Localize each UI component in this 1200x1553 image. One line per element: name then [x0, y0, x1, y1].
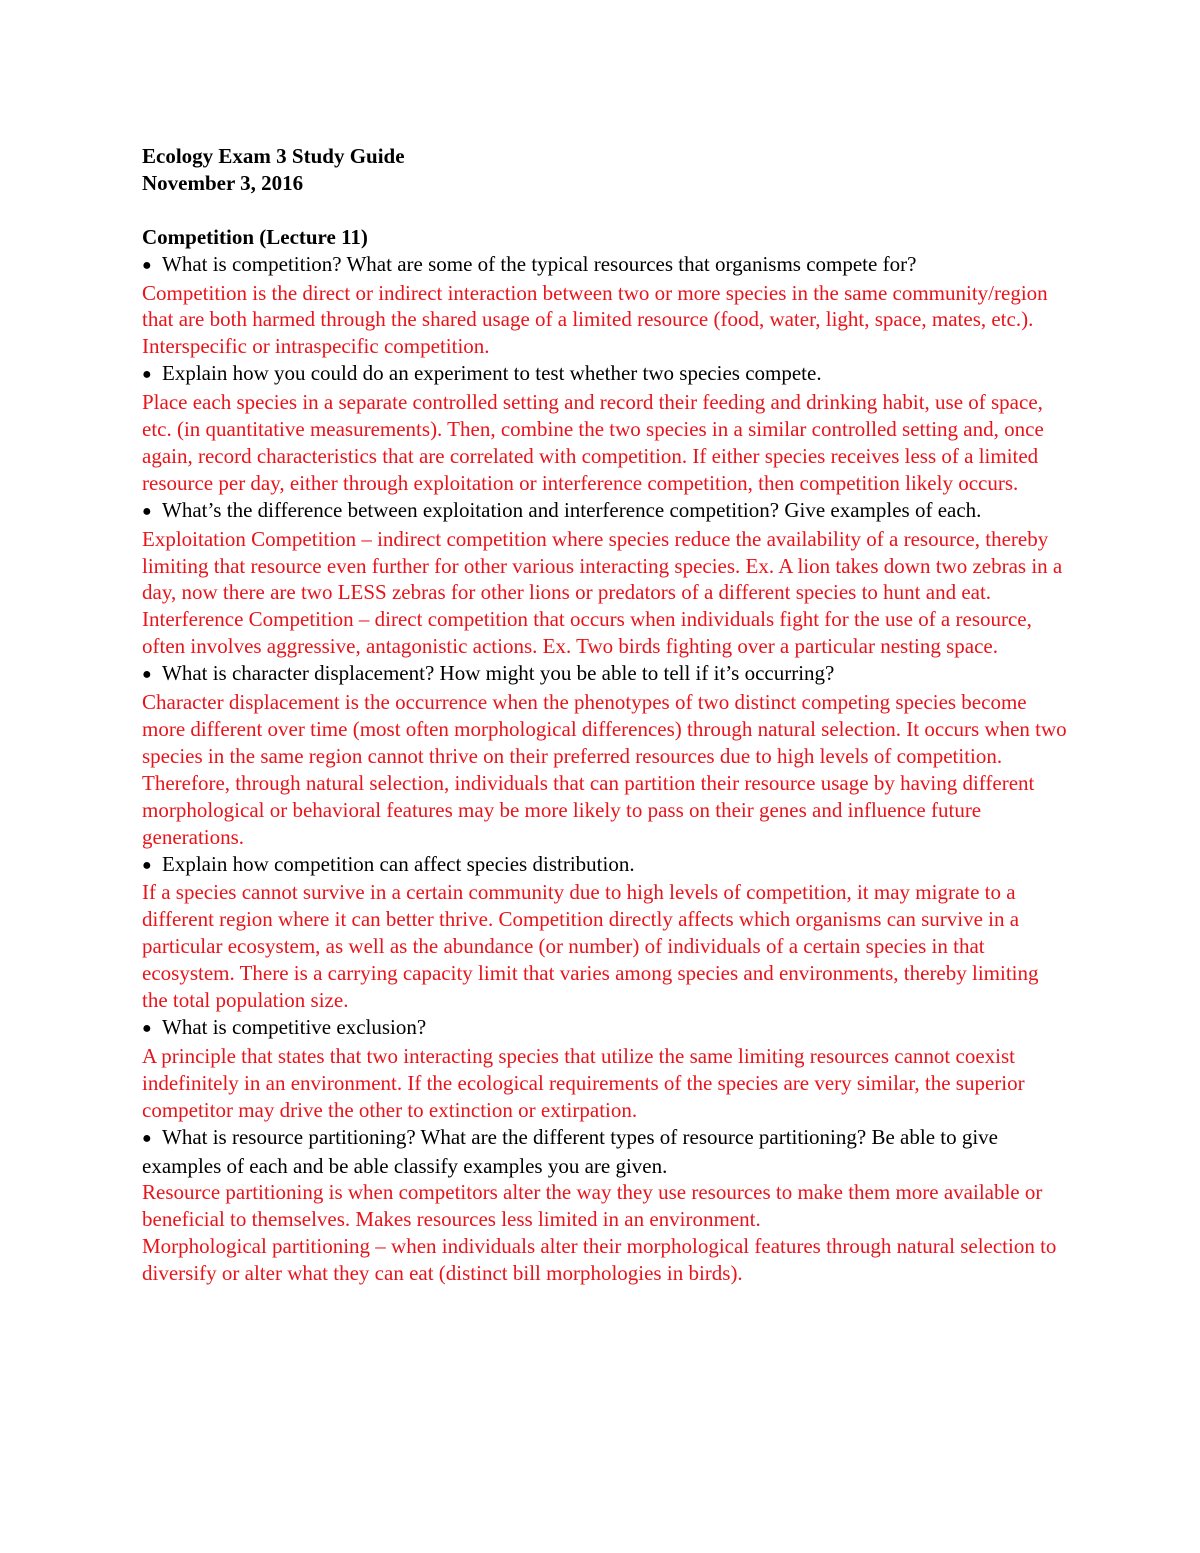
bullet-icon: ●: [142, 1019, 152, 1037]
question-text: Explain how competition can affect species distribution.: [162, 851, 635, 876]
bullet-icon: ●: [142, 856, 152, 874]
question: [142, 1124, 1067, 1180]
answer-text: If a species cannot survive in a certain community due to high levels of competition, it may migrate to a different region where it can better thrive. Competition directly affects which organisms can survive in a particular ecosystem, as well as the abundance (or number) of individuals of a certain species in that ecosystem. There is a carrying capacity limit that varies among species and environments, thereby limiting the total population size.: [142, 880, 1039, 1013]
qa-item-3: [142, 497, 1067, 660]
bullet-icon: ●: [142, 1129, 152, 1147]
answer-text: Exploitation Competition – indirect competition where species reduce the availability of a resource, thereby limiting that resource even further for other various interacting species. Ex. A lion takes down two zebras in a day, now there are two LESS zebras for other lions or predators of a different species to hunt and eat.: [142, 526, 1063, 605]
question: [142, 360, 1067, 389]
question: [142, 660, 1067, 689]
bullet-icon: ●: [142, 256, 152, 274]
question: [142, 851, 1067, 880]
answer-text: Competition is the direct or indirect interaction between two or more species in the same community/region that are both harmed through the shared usage of a limited resource (food, water, light, space, mates, etc.). Interspecific or intraspecific competition.: [142, 280, 1048, 359]
blank-line: [142, 197, 1067, 224]
answer-text: Morphological partitioning – when individuals alter their morphological features through natural selection to diversify or alter what they can eat (distinct bill morphologies in birds).: [142, 1234, 1057, 1286]
document-title: Ecology Exam 3 Study Guide: [142, 144, 405, 168]
answer-text: Place each species in a separate controlled setting and record their feeding and drinking habit, use of space, etc. (in quantitative measurements). Then, combine the two species in a similar controlled setting and, once again, record characteristics that are correlated with competition. If either species receives less of a limited resource per day, either through exploitation or interference competition, then competition likely occurs.: [142, 390, 1044, 495]
answer-text: Character displacement is the occurrence when the phenotypes of two distinct competing species become more different over time (most often morphological differences) through natural selection. It occurs when two species in the same region cannot thrive on their preferred resources due to high levels of competition. Therefore, through natural selection, individuals that can partition their resource usage by having different morphological or behavioral features may be more likely to pass on their genes and influence future generations.: [142, 690, 1067, 849]
section-heading: Competition (Lecture 11): [142, 224, 368, 249]
qa-item-1: [142, 251, 1067, 361]
question-text: What is competition? What are some of the typical resources that organisms compete for?: [162, 251, 917, 276]
qa-item-7: [142, 1124, 1067, 1287]
qa-item-5: [142, 851, 1067, 1014]
answer-text: Interference Competition – direct competition that occurs when individuals fight for the use of a resource, often involves aggressive, antagonistic actions. Ex. Two birds fighting over a particular nesting space.: [142, 607, 1032, 659]
bullet-icon: ●: [142, 366, 152, 384]
question: [142, 251, 1067, 280]
document-body: [142, 143, 1067, 1287]
question-text: Explain how you could do an experiment to test whether two species compete.: [162, 361, 822, 386]
qa-item-4: [142, 660, 1067, 850]
bullet-icon: ●: [142, 666, 152, 684]
question-text: What is character displacement? How might you be able to tell if it’s occurring?: [162, 661, 835, 686]
question-text: What is competitive exclusion?: [162, 1014, 427, 1039]
qa-item-6: [142, 1014, 1067, 1124]
document-date: November 3, 2016: [142, 170, 304, 195]
question-text: What’s the difference between exploitation and interference competition? Give examples of each.: [162, 497, 982, 522]
question: [142, 497, 1067, 526]
qa-item-2: [142, 360, 1067, 497]
question: [142, 1014, 1067, 1043]
question-text: What is resource partitioning? What are the different types of resource partitioning? Be able to give examples of each and be able classify examples you are given.: [142, 1124, 999, 1178]
answer-text: Resource partitioning is when competitors alter the way they use resources to make them more available or beneficial to themselves. Makes resources less limited in an environment.: [142, 1180, 1043, 1232]
answer-text: A principle that states that two interacting species that utilize the same limiting resources cannot coexist indefinitely in an environment. If the ecological requirements of the species are very similar, the superior competitor may drive the other to extinction or extirpation.: [142, 1043, 1025, 1122]
bullet-icon: ●: [142, 502, 152, 520]
